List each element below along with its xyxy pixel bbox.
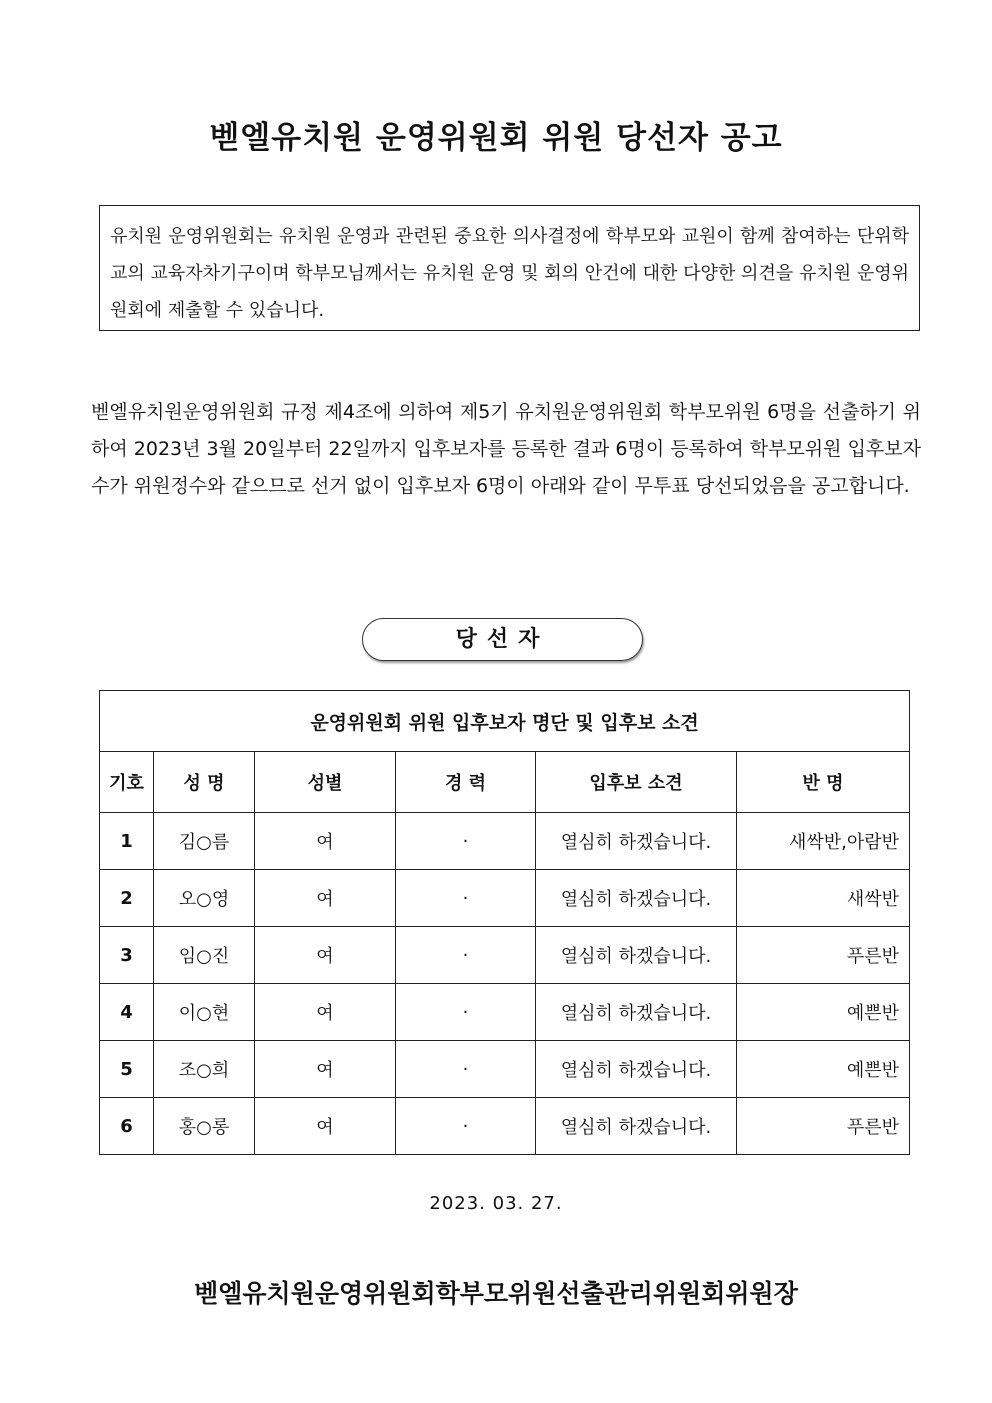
- notice-text: 유치원 운영위원회는 유치원 운영과 관련된 중요한 의사결정에 학부모와 교원이 함께 참여하는 단위학교의 교육자차기구이며 학부모님께서는 유치원 운영 및 회의 안건에 대한 다양한 의견을 유치원 운영위원회에 제출할 수 있습니다.: [110, 226, 909, 321]
- table-row: [100, 870, 910, 927]
- announcement-body: 벧엘유치원운영위원회 규정 제4조에 의하여 제5기 유치원운영위원회 학부모위원 6명을 선출하기 위하여 2023년 3월 20일부터 22일까지 입후보자를 등록한 결과 6명이 등록하여 학부모위원 입후보자 수가 위원정수와 같으므로 선거 없이 입후보자 6명이 아래와 같이 무투표 당선되었음을 공고합니다.: [91, 401, 921, 497]
- cell-gender: 여: [255, 984, 396, 1041]
- section-label-winners: 당선자: [362, 618, 643, 661]
- header-no: 기호: [100, 752, 154, 813]
- header-name: 성 명: [154, 752, 255, 813]
- notice-box: [99, 205, 920, 331]
- announcement-date: 2023. 03. 27.: [429, 1193, 563, 1214]
- cell-gender: 여: [255, 813, 396, 870]
- cell-statement: 열심히 하겠습니다.: [536, 927, 737, 984]
- cell-class: 푸른반: [737, 927, 910, 984]
- table-row: [100, 984, 910, 1041]
- cell-class: 예쁜반: [737, 1041, 910, 1098]
- cell-class: 푸른반: [737, 1098, 910, 1155]
- cell-career: ·: [396, 1098, 536, 1155]
- table-caption: 운영위원회 위원 입후보자 명단 및 입후보 소견: [100, 691, 910, 752]
- cell-gender: 여: [255, 1041, 396, 1098]
- cell-statement: 열심히 하겠습니다.: [536, 813, 737, 870]
- header-career: 경 력: [396, 752, 536, 813]
- cell-name: 이○현: [154, 984, 255, 1041]
- document-title: 벧엘유치원 운영위원회 위원 당선자 공고: [209, 120, 783, 156]
- candidates-table: [99, 690, 910, 1155]
- cell-no: 5: [100, 1041, 154, 1098]
- cell-gender: 여: [255, 927, 396, 984]
- cell-career: ·: [396, 927, 536, 984]
- cell-name: 홍○롱: [154, 1098, 255, 1155]
- header-statement: 입후보 소견: [536, 752, 737, 813]
- cell-statement: 열심히 하겠습니다.: [536, 870, 737, 927]
- cell-class: 새싹반,아람반: [737, 813, 910, 870]
- cell-career: ·: [396, 984, 536, 1041]
- cell-no: 1: [100, 813, 154, 870]
- cell-statement: 열심히 하겠습니다.: [536, 984, 737, 1041]
- table-header-row: [100, 752, 910, 813]
- cell-statement: 열심히 하겠습니다.: [536, 1098, 737, 1155]
- cell-no: 3: [100, 927, 154, 984]
- cell-career: ·: [396, 1041, 536, 1098]
- header-class: 반 명: [737, 752, 910, 813]
- cell-name: 조○희: [154, 1041, 255, 1098]
- cell-name: 임○진: [154, 927, 255, 984]
- signature-line: 벧엘유치원운영위원회학부모위원선출관리위원회위원장: [194, 1279, 798, 1308]
- table-row: [100, 927, 910, 984]
- header-gender: 성별: [255, 752, 396, 813]
- table-row: [100, 813, 910, 870]
- cell-name: 오○영: [154, 870, 255, 927]
- cell-statement: 열심히 하겠습니다.: [536, 1041, 737, 1098]
- table-caption-row: [100, 691, 910, 752]
- cell-no: 4: [100, 984, 154, 1041]
- table-row: [100, 1041, 910, 1098]
- cell-class: 예쁜반: [737, 984, 910, 1041]
- cell-gender: 여: [255, 1098, 396, 1155]
- cell-name: 김○름: [154, 813, 255, 870]
- cell-career: ·: [396, 870, 536, 927]
- cell-no: 2: [100, 870, 154, 927]
- cell-career: ·: [396, 813, 536, 870]
- table-row: [100, 1098, 910, 1155]
- cell-no: 6: [100, 1098, 154, 1155]
- cell-gender: 여: [255, 870, 396, 927]
- cell-class: 새싹반: [737, 870, 910, 927]
